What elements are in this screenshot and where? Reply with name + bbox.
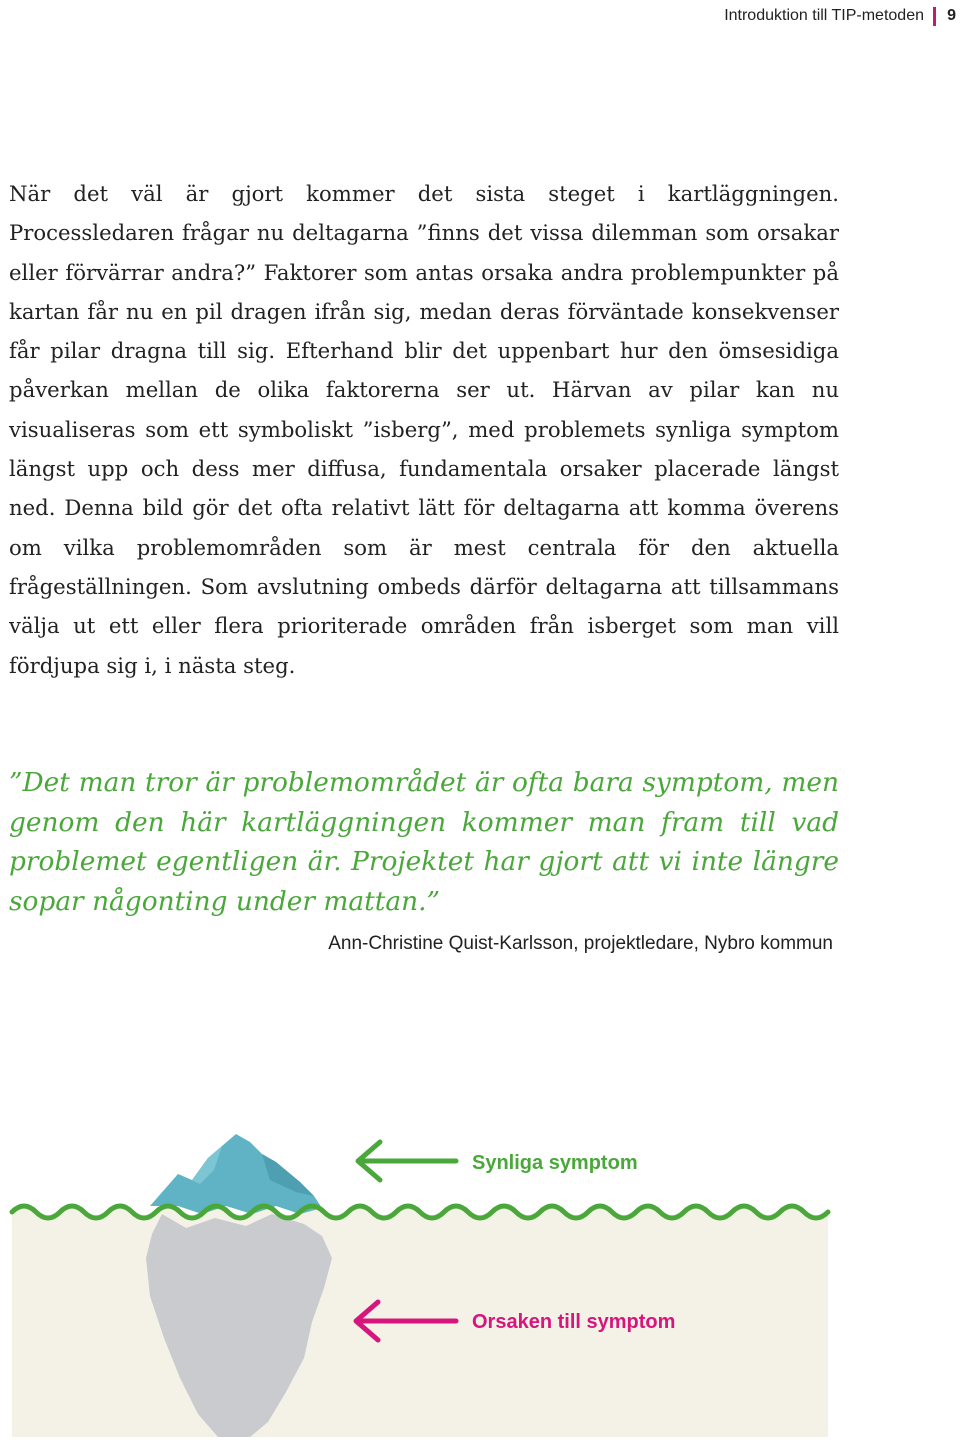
pull-quote-text: ”Det man tror är problemområdet är ofta bara symptom, men genom den här kartläggningen kommer man fram till vad problemet egentligen är. Projektet har gjort att vi inte längre sopar någonting under mattan.” (9, 767, 839, 917)
running-header (0, 4, 960, 28)
running-header-title: Introduktion till TIP-metoden (724, 7, 924, 24)
header-divider-bar (933, 7, 936, 26)
body-text (9, 174, 839, 685)
pull-quote (9, 763, 839, 921)
quote-attribution: Ann-Christine Quist-Karlsson, projektledare, Nybro kommun (328, 933, 833, 954)
iceberg-illustration (0, 1100, 960, 1443)
iceberg-tip (150, 1134, 322, 1214)
label-root-causes: Orsaken till symptom (472, 1311, 676, 1333)
body-paragraph: När det väl är gjort kommer det sista steget i kartläggningen. Processledaren frågar nu deltagarna ”finns det vissa dilemman som orsakar eller förvärrar andra?” Faktorer som antas orsaka andra problempunkter på kartan får nu en pil dragen ifrån sig, medan deras förväntade konsekvenser får pilar dragna till sig. Efterhand blir det uppenbart hur den ömsesidiga påverkan mellan de olika faktorerna ser ut. Härvan av pilar kan nu visualiseras som ett symboliskt ”isberg”, med problemets synliga symptom längst upp och dess mer diffusa, fundamentala orsaker placerade längst ned. Denna bild gör det ofta relativt lätt för deltagarna att komma överens om vilka problemområden som är mest centrala för den aktuella frågeställningen. Som avslutning ombeds därför deltagarna att tillsammans välja ut ett eller flera prioriterade områden från isberget som man vill fördjupa sig i, i nästa steg. (9, 181, 839, 678)
label-visible-symptoms: Synliga symptom (472, 1152, 638, 1174)
page-number: 9 (947, 7, 956, 24)
arrow-left-icon-green (358, 1142, 456, 1180)
